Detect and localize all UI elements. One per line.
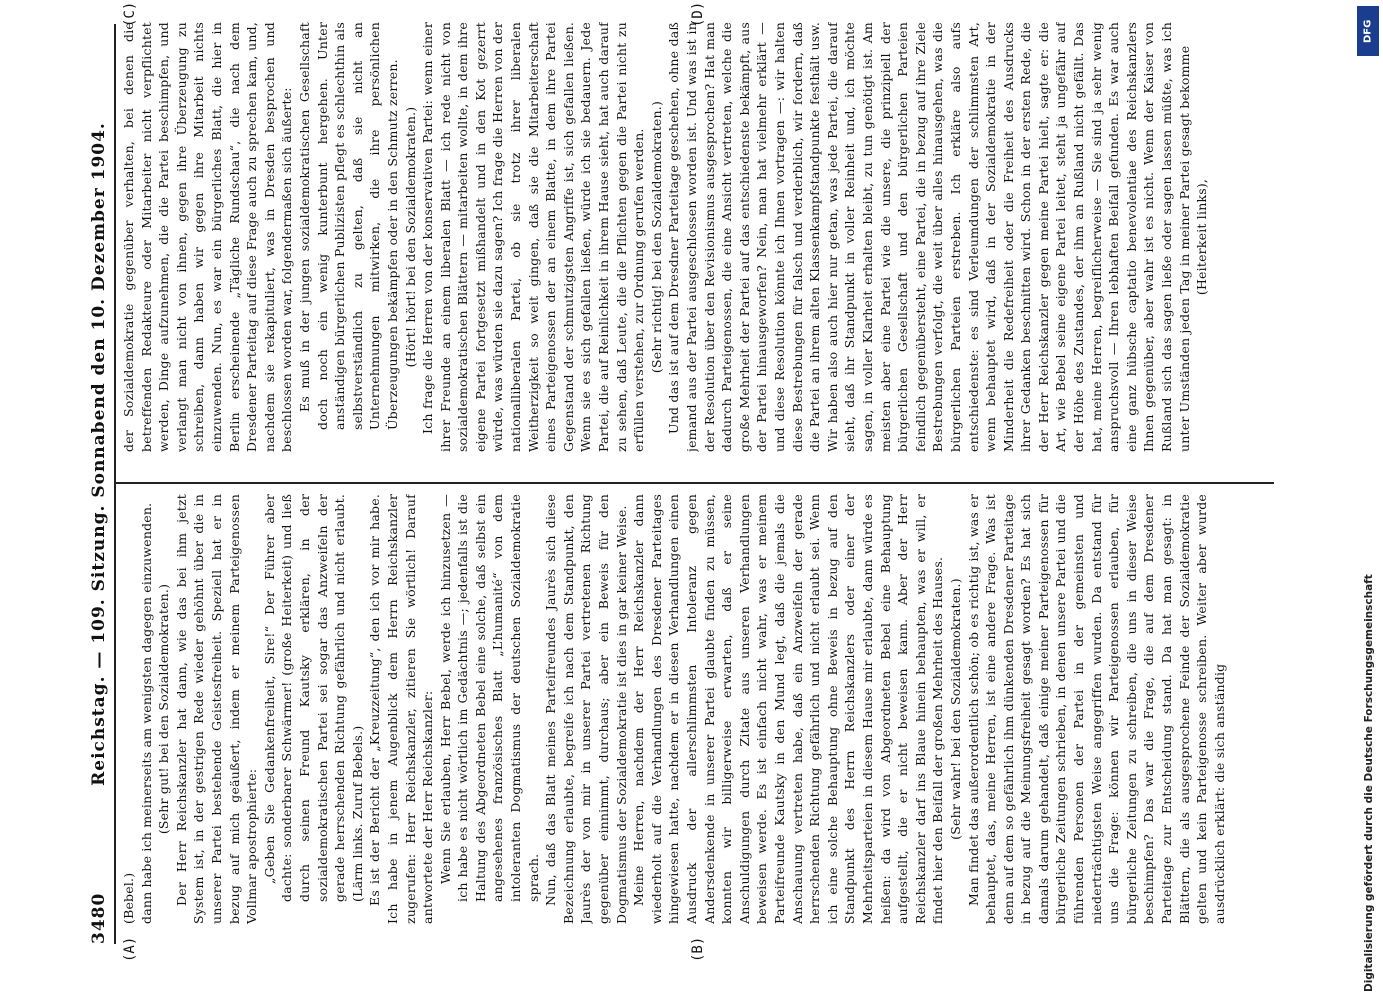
paragraph: Man findet das außerordentlich schön; ob es richtig ist, was er behauptet, das, meine Herren, ist eine andere Frage. Was ist denn auf dem so gefährlich ihm dünkenden Dresdener Parteitage in bezug auf die Meinungsfreiheit gesagt worden? Es hat sich damals darum gehandelt, daß einige meiner Parteigenossen für bürgerliche Zeitungen schrieben, in denen unsere Partei und die führenden Personen der Partei in der gemeinsten und niederträchtigsten Weise angegriffen wurden. Da entstand für uns die Frage: können wir Parteigenossen erlauben, für bürgerliche Zeitungen zu schreiben, die uns in dieser Weise beschimpfen? Das war die Frage, die auf dem Dresdener Parteitage zur Entscheidung stand. Da hat man gesagt: in Blättern, die als ausgesprochene Feinde der Sozialdemokratie gelten und kein Parteigenosse schreiben. Weiter aber wurde ausdrücklich erklärt: die sich anständig <box>965 494 1227 924</box>
margin-marker-b: (B) <box>690 936 706 962</box>
interjection: (Heiterkeit links), <box>1194 178 1210 296</box>
quotation: „Geben Sie Gedankenfreiheit, Sire!“ Der Führer aber dachte: sonderbarer Schwärmer! (große Heiterkeit) und ließ durch seinen Freund Kautsky erklären, in der sozialdemokratischen Partei sei sogar das Anzweifeln der gerade herrschenden Richtung gefährlich und nicht erlaubt. (Lärm links. Zuruf Bebels.) <box>261 494 365 902</box>
paragraph: Ich frage die Herren von der konservativen Partei: wenn einer ihrer Freunde an einem liberalen Blatt — ich rede nicht von sozialdemokratischen Blättern — mitarbeiten wollte, in dem ihre eigene Partei fortgesetzt mißhandelt und in den Kot gezerrt würde, was würden sie dazu sagen? Ich frage die Herren von der nationalliberalen Partei, ob sie trotz ihrer liberalen Weitherzigkeit so weit gingen, daß sie die Mitarbeiterschaft eines Parteigenossen der an einem Blatte, in dem ihre Partei Gegenstand der schmutzigsten Angriffe ist, sich gefallen ließen. Wenn sie es sich gefallen ließen, würde ich sie bedauern. Jede Partei, die auf Reinlichkeit in ihrem Hause sieht, hat auch darauf zu sehen, daß Leute, die die Pflichten gegen die Partei nicht zu erfüllen verstehen, zur Ordnung gerufen werden. <box>420 22 647 452</box>
digitization-credit: Digitalisierung gefördert durch die Deutsche Forschungsgemeinschaft <box>1363 574 1375 992</box>
paragraph: Es ist der Bericht der „Kreuzzeitung“, den ich vor mir habe. Ich habe in jenem Augenblick dem Herrn Reichskanzler zugerufen: Herr Reichskanzler, zitieren Sie wörtlich! Darauf antwortete der Herr Reichskanzler: <box>367 494 436 924</box>
paragraph: Und das ist auf dem Dresdner Parteitage geschehen, ohne daß jemand aus der Partei ausgeschlossen worden ist. Und was ist in der Resolution über den Revisionismus ausgesprochen? Hat man dadurch Parteigenossen, die eine Ansicht vertreten, welche die große Mehrheit der Partei auf das entschiedenste bekämpft, aus der Partei hinausgeworfen? Nein, man hat vielmehr erklärt — und diese Resolution könnte ich Ihnen vortragen —: wir halten diese Bestrebungen für falsch und verderblich, wir fordern, daß die Partei an ihrem alten Klassenkampfstandpunkte festhält usw. Wir haben also auch hier nur getan, was jede Partei, die darauf sieht, daß ihr Standpunkt in voller Reinheit und, ich möchte sagen, in voller Klarheit erhalten bleibt, zu tun genötigt ist. Am meisten aber eine Partei wie die unsere, die prinzipiell der bürgerlichen Gesellschaft und den bürgerlichen Parteien feindlich gegenübersteht, eine Partei, die in bezug auf ihre Ziele Bestrebungen verfolgt, die weit über alles hinausgehen, was die bürgerlichen Parteien erstreben. Ich erkläre also aufs entschiedenste: es sind Verleumdungen der schlimmsten Art, wenn behauptet wird, daß in der Sozialdemokratie in der Minderheit die Redefreiheit oder die Freiheit des Ausdrucks ihrer Gedanken beschnitten wird. Schon in der ersten Rede, die der Herr Reichskanzler gegen meine Partei hielt, sagte er: die Art, wie Bebel seine eigene Partei leitet, steht ja ungefähr auf der Höhe des Zustandes, der ihm an Rußland nicht gefällt. Das hat, meine Herren, begreiflicherweise — Sie sind ja sehr wenig anspruchsvoll — Ihren lebhaften Beifall gefunden. Es war auch eine ganz hübsche captatio benevolentiae des Reichskanzlers Ihnen gegenüber, aber wahr ist es nicht. Wenn der Kaiser von Rußland sich das sagen ließe oder sagen lassen müßte, was ich unter Umständen jeden Tag in meiner Partei gesagt bekomme <box>666 22 1192 452</box>
page-frame <box>80 2 1280 962</box>
dfg-logo: DFG <box>1357 6 1379 56</box>
speaker-label: (Bebel.) <box>121 872 136 924</box>
margin-marker-c: (C) <box>122 1 138 27</box>
margin-marker-a: (A) <box>122 936 138 962</box>
right-column <box>120 22 1270 452</box>
left-column <box>120 494 1270 924</box>
paragraph: dann habe ich meinerseits am wenigsten dagegen einzuwenden. <box>138 502 154 924</box>
paragraph: Meine Herren, nachdem der Herr Reichskanzler dann wiederholt auf die Verhandlungen des Dresdener Parteitages hingewiesen hatte, nachdem er in diesen Verhandlungen einen Ausdruck der allerschlimmsten Intoleranz gegen Andersdenkende in unserer Partei glaubte finden zu müssen, konnten wir billigerweise erwarten, daß er seine Anschuldigungen durch Zitate aus unseren Verhandlungen beweisen werde. Es ist einfach nicht wahr, was er meinem Parteifreunde Kautsky in den Mund legt, daß die jemals die Anschauung vertreten habe, daß ein Anzweifeln der gerade herrschenden Richtung gefährlich und nicht erlaubt sei. Wenn ich eine solche Behauptung ohne Beweis in bezug auf den Standpunkt des Herrn Reichskanzlers oder einer der Mehrheitsparteien in diesem Hause mir erlaubte, dann würde es heißen: da wird von Abgeordneten Bebel eine Behauptung aufgestellt, die er nicht beweisen kann. Aber der Herr Reichskanzler darf ins Blaue hinein behaupten, was er will, er findet hier den Beifall der großen Mehrheit des Hauses. <box>631 494 946 924</box>
header-title: Reichstag. — 109. Sitzung. Sonnabend den 10. Dezember 1904. <box>89 122 109 786</box>
interjection: (Sehr richtig! bei den Sozialdemokraten.) <box>648 100 664 374</box>
paragraph: Nun, daß das Blatt meines Parteifreundes Jaurès sich diese Bezeichnung erlaubte, begreife ich nach dem Standpunkt, den Jaurès der von mir in unserer Partei vertretenen Richtung gegenüber einnimmt, durchaus; aber ein Beweis für den Dogmatismus der Sozialdemokratie ist dies in gar keiner Weise. <box>543 494 629 924</box>
interjection: (Hört! hört! bei den Sozialdemokraten.) <box>402 106 418 368</box>
running-header <box>86 24 112 944</box>
column-divider <box>114 482 1274 484</box>
rotated-page <box>80 2 1360 962</box>
margin-marker-d: (D) <box>690 1 706 27</box>
quotation: Es muß in der jungen sozialdemokratischen Gesellschaft doch noch ein wenig kunterbunt hergehen. Unter anständigen bürgerlichen Publizisten pflegt es schlechthin als selbstverständlich zu gelten, daß sie nicht an Unternehmungen mitwirken, die ihre persönlichen Überzeugungen bekämpfen oder in den Schmutz zerren. <box>296 22 400 430</box>
interjection: (Sehr wahr! bei den Sozialdemokraten.) <box>947 578 963 840</box>
paragraph: der Sozialdemokratie gegenüber verhalten, bei denen die betreffenden Redakteure oder Mitarbeiter nicht verpflichtet werden, Dinge aufzunehmen, die die Partei beschimpfen, und verlangt man nicht von ihnen, gegen ihre Überzeugung zu schreiben, dann haben wir gegen ihre Mitarbeit nichts einzuwenden. Nun, es war ein bürgerliches Blatt, die hier in Berlin erscheinende „Tägliche Rundschau“, die nach dem Dresdener Parteitag auf diese Frage auch zu sprechen kam, und, nachdem sie rekapituliert, was in Dresden besprochen und beschlossen worden war, folgendermaßen sich äußerte: <box>121 22 295 452</box>
interjection: (Sehr gut! bei den Sozialdemokraten.) <box>156 583 172 835</box>
page-number: 3480 <box>89 892 109 944</box>
header-rule <box>114 24 116 944</box>
quotation: Wenn Sie erlauben, Herr Bebel, werde ich hinzusetzen — ich habe es nicht wörtlich im Gedächtnis —; jedenfalls ist die Haltung des Abgeordneten Bebel eine solche, daß selbst ein angesehenes französisches Blatt „L’humanité“ von dem intoleranten Dogmatismus der deutschen Sozialdemokratie sprach. <box>437 494 541 902</box>
paragraph: Der Herr Reichskanzler hat dann, wie das bei ihm jetzt System ist, in der gestrigen Rede wieder gehöhnt über die in unserer Partei bestehende Geistesfreiheit. Speziell hat er in bezug auf mich geäußert, indem er meinem Parteigenossen Vollmar apostrophierte: <box>173 494 260 924</box>
